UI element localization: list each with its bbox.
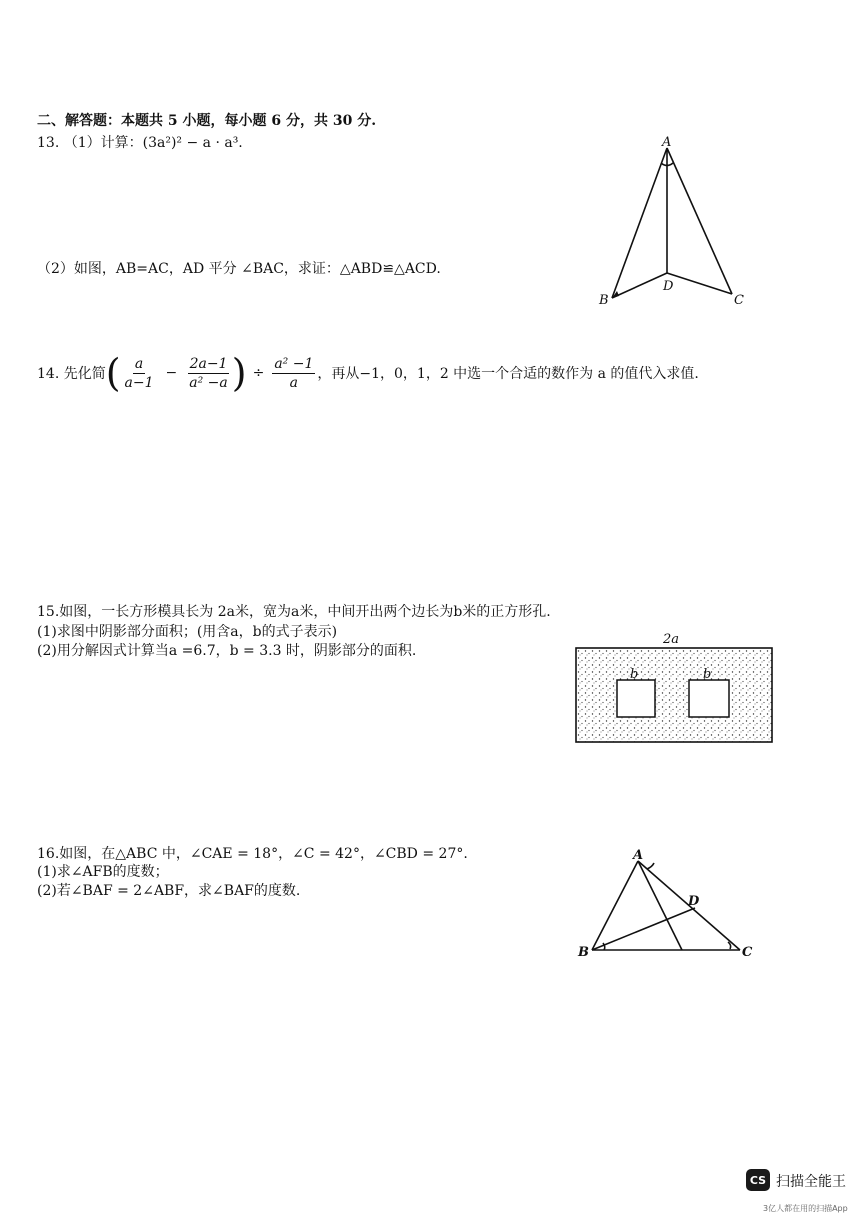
q15-line1: 15.如图，一长方形模具长为 2a米，宽为a米，中间开出两个边长为b米的正方形孔. — [37, 604, 551, 620]
label-b: B — [578, 945, 589, 960]
fraction-3-numerator: a² −1 — [274, 355, 314, 372]
fraction-1-numerator: a — [134, 355, 144, 372]
angle-arc-b — [603, 943, 605, 950]
label-c: C — [734, 293, 744, 308]
scanner-logo-icon: CS — [746, 1169, 770, 1191]
fraction-2-numerator: 2a−1 — [189, 355, 228, 372]
q13-part2: （2）如图，AB=AC，AD 平分 ∠BAC，求证：△ABD≌△ACD. — [37, 261, 441, 277]
q15-rectangle-figure — [570, 628, 780, 748]
right-paren: ) — [231, 351, 247, 395]
q16-line3: (2)若∠BAF = 2∠ABF，求∠BAF的度数. — [37, 883, 301, 899]
segment-dc — [667, 273, 732, 294]
left-paren: ( — [105, 351, 121, 395]
q14-prefix: 14. 先化简 — [37, 366, 106, 382]
q16-triangle-figure — [570, 845, 770, 965]
q14-line — [37, 351, 699, 395]
scanner-tagline: 3亿人都在用的扫描App — [763, 1204, 848, 1213]
label-c: C — [742, 945, 753, 960]
q14-divide: ÷ — [252, 365, 265, 381]
q16-line1: 16.如图，在△ABC 中，∠CAE = 18°，∠C = 42°，∠CBD = 27°. — [37, 846, 468, 862]
label-hole-right: b — [703, 667, 712, 682]
q13-triangle-figure — [590, 130, 760, 320]
label-length: 2a — [663, 632, 680, 647]
q14-fraction-2 — [187, 355, 230, 392]
square-hole-left — [617, 680, 655, 717]
q14-fraction-1 — [123, 355, 156, 392]
segment-ae — [638, 861, 682, 950]
q14-fraction-3 — [272, 355, 315, 392]
angle-arc-a — [647, 863, 654, 869]
segment-ab — [612, 148, 667, 298]
mold-rectangle — [576, 648, 772, 742]
scanner-app-name: 扫描全能王 — [776, 1174, 846, 1190]
angle-arc-c — [728, 942, 731, 949]
q13-part1: 13. （1）计算：(3a²)² − a · a³. — [37, 135, 243, 151]
fraction-2-denominator: a² −a — [189, 374, 228, 391]
q15-line2: (1)求图中阴影部分面积；(用含a，b的式子表示) — [37, 624, 338, 640]
label-a: A — [662, 135, 672, 150]
q14-suffix: ，再从−1，0，1，2 中选一个合适的数作为 a 的值代入求值. — [317, 366, 699, 382]
q15-line3: (2)用分解因式计算当a =6.7，b = 3.3 时，阴影部分的面积. — [37, 643, 417, 659]
label-d: D — [663, 279, 674, 294]
segment-ac — [667, 148, 732, 294]
square-hole-right — [689, 680, 729, 717]
fraction-3-denominator: a — [289, 374, 299, 391]
q16-line2: (1)求∠AFB的度数； — [37, 864, 169, 880]
fraction-1-denominator: a−1 — [124, 374, 154, 391]
label-d: D — [688, 894, 700, 909]
label-hole-left: b — [630, 667, 639, 682]
label-a: A — [633, 848, 644, 863]
q14-minus: − — [165, 365, 178, 381]
section-heading: 二、解答题：本题共 5 小题，每小题 6 分，共 30 分. — [37, 113, 377, 129]
label-b: B — [599, 293, 609, 308]
segment-ab — [592, 861, 638, 950]
